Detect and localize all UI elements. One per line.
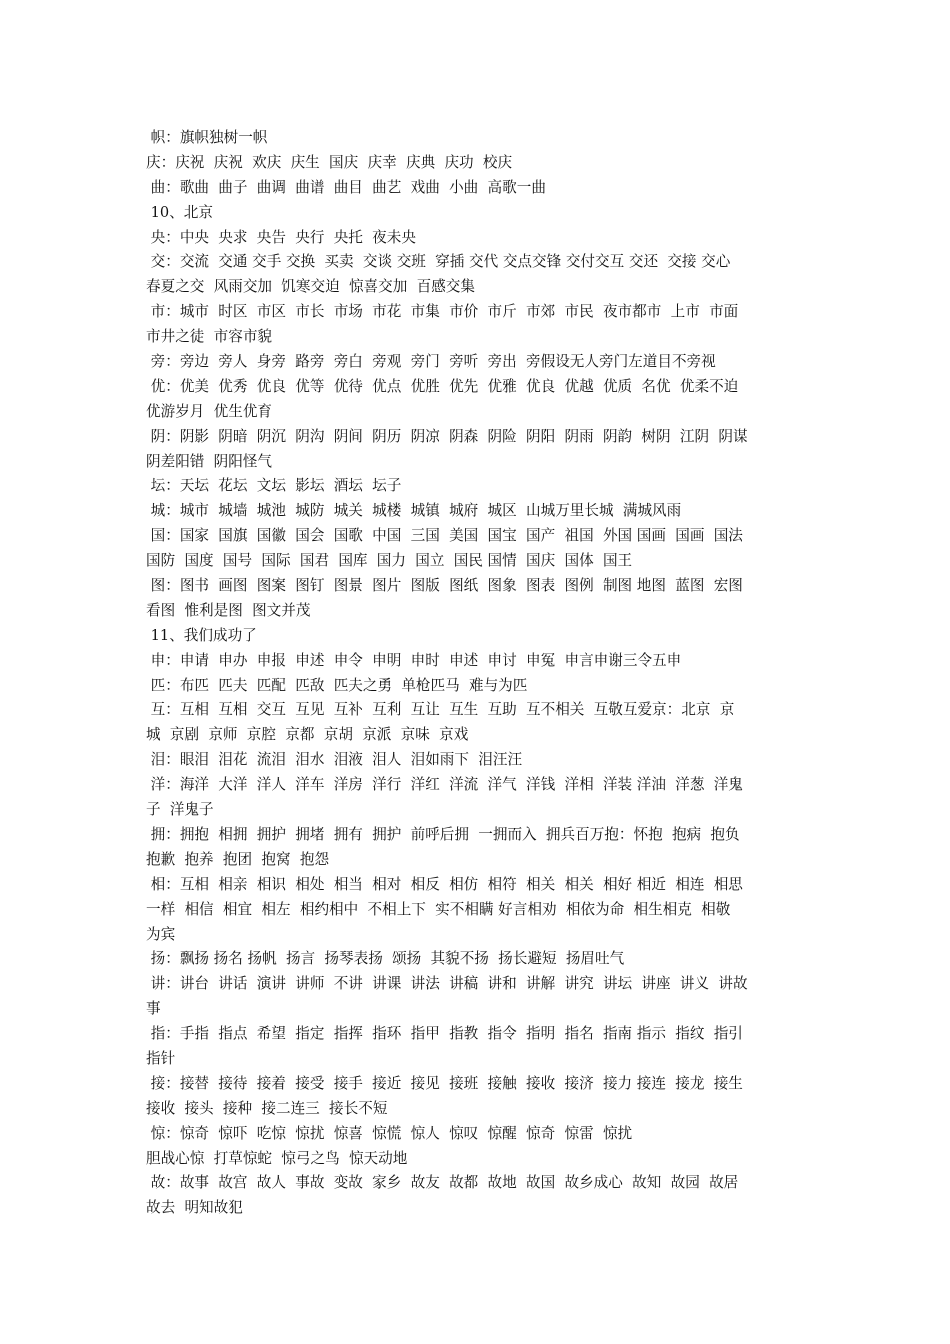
text-line: 互：互相 互相 交互 互见 互补 互利 互让 互生 互助 互不相关 互敬互爱京：北京 京 bbox=[146, 701, 735, 719]
text-line: 春夏之交 风雨交加 饥寒交迫 惊喜交加 百感交集 bbox=[146, 278, 475, 296]
text-line: 接：接替 接待 接着 接受 接手 接近 接见 接班 接触 接收 接济 接力 接连 接龙 接生 bbox=[146, 1074, 743, 1092]
text-line: 旁：旁边 旁人 身旁 路旁 旁白 旁观 旁门 旁听 旁出 旁假设无人旁门左道目不旁视 bbox=[146, 353, 716, 371]
document-body bbox=[146, 126, 811, 1221]
text-line: 胆战心惊 打草惊蛇 惊弓之鸟 惊天动地 bbox=[146, 1149, 408, 1167]
text-line: 阴差阳错 阴阳怪气 bbox=[146, 452, 273, 470]
text-line: 图：图书 画图 图案 图钉 图景 图片 图版 图纸 图象 图表 图例 制图 地图 蓝图 宏图 bbox=[146, 577, 743, 595]
text-line: 故：故事 故宫 故人 事故 变故 家乡 故友 故都 故地 故国 故乡成心 故知 故园 故居 bbox=[146, 1174, 739, 1192]
text-line: 抱歉 抱养 抱团 抱窝 抱怨 bbox=[146, 850, 330, 868]
text-line: 指针 bbox=[146, 1049, 176, 1067]
text-line: 看图 惟利是图 图文并茂 bbox=[146, 601, 311, 619]
text-line: 优游岁月 优生优育 bbox=[146, 402, 273, 420]
text-line: 帜：旗帜独树一帜 bbox=[146, 129, 268, 146]
text-line: 坛：天坛 花坛 文坛 影坛 酒坛 坛子 bbox=[146, 477, 402, 495]
text-line: 相：互相 相亲 相识 相处 相当 相对 相反 相仿 相符 相关 相关 相好 相近 相连 相思 bbox=[146, 875, 743, 893]
text-line: 城：城市 城墙 城池 城防 城关 城楼 城镇 城府 城区 山城万里长城 满城风雨 bbox=[146, 502, 682, 520]
text-line: 为宾 bbox=[146, 925, 176, 943]
text-line: 国：国家 国旗 国徽 国会 国歌 中国 三国 美国 国宝 国产 祖国 外国 国画 国画 国法 bbox=[146, 527, 743, 545]
text-line: 阴：阴影 阴暗 阴沉 阴沟 阴间 阴历 阴凉 阴森 阴险 阴阳 阴雨 阴韵 树阴 江阴 阴谋 bbox=[146, 427, 748, 445]
text-line: 洋：海洋 大洋 洋人 洋车 洋房 洋行 洋红 洋流 洋气 洋钱 洋相 洋装 洋油 洋葱 洋鬼 bbox=[146, 776, 743, 794]
text-line: 故去 明知故犯 bbox=[146, 1199, 243, 1217]
text-line: 市：城市 时区 市区 市长 市场 市花 市集 市价 市斤 市郊 市民 夜市都市 上市 市面 bbox=[146, 303, 739, 321]
text-line: 市井之徒 市容市貌 bbox=[146, 328, 273, 346]
text-line: 交：交流 交通 交手 交换 买卖 交谈 交班 穿插 交代 交点交锋 交付交互 交还 交接 交心 bbox=[146, 253, 731, 271]
text-line: 庆：庆祝 庆祝 欢庆 庆生 国庆 庆幸 庆典 庆功 校庆 bbox=[146, 153, 513, 171]
text-line: 事 bbox=[146, 1000, 161, 1018]
text-line: 接收 接头 接种 接二连三 接长不短 bbox=[146, 1099, 388, 1117]
text-line: 子 洋鬼子 bbox=[146, 801, 214, 819]
text-line: 国防 国度 国号 国际 国君 国库 国力 国立 国民 国情 国庆 国体 国王 bbox=[146, 552, 633, 570]
text-line: 央：中央 央求 央告 央行 央托 夜未央 bbox=[146, 228, 416, 246]
text-line: 泪：眼泪 泪花 流泪 泪水 泪液 泪人 泪如雨下 泪汪汪 bbox=[146, 751, 523, 769]
text-line: 惊：惊奇 惊吓 吃惊 惊扰 惊喜 惊慌 惊人 惊叹 惊醒 惊奇 惊雷 惊扰 bbox=[146, 1124, 633, 1142]
section-heading: 10、北京 bbox=[146, 203, 213, 221]
section-heading: 11、我们成功了 bbox=[146, 626, 257, 644]
text-line: 城 京剧 京师 京腔 京都 京胡 京派 京味 京戏 bbox=[146, 726, 469, 744]
text-line: 申：申请 申办 申报 申述 申令 申明 申时 申述 申讨 申冤 申言申谢三令五申 bbox=[146, 651, 682, 669]
text-line: 曲：歌曲 曲子 曲调 曲谱 曲目 曲艺 戏曲 小曲 高歌一曲 bbox=[146, 178, 546, 196]
text-line: 一样 相信 相宜 相左 相约相中 不相上下 实不相瞒 好言相劝 相依为命 相生相克 相敬 bbox=[146, 900, 731, 918]
text-line: 扬：飘扬 扬名 扬帆 扬言 扬琴表扬 颂扬 其貌不扬 扬长避短 扬眉吐气 bbox=[146, 950, 625, 968]
text-line: 优：优美 优秀 优良 优等 优待 优点 优胜 优先 优雅 优良 优越 优质 名优 优柔不迫 bbox=[146, 377, 739, 395]
text-line: 拥：拥抱 相拥 拥护 拥堵 拥有 拥护 前呼后拥 一拥而入 拥兵百万抱：怀抱 抱病 抱负 bbox=[146, 825, 740, 843]
text-line: 讲：讲台 讲话 演讲 讲师 不讲 讲课 讲法 讲稿 讲和 讲解 讲究 讲坛 讲座 讲义 讲故 bbox=[146, 975, 748, 993]
text-line: 匹：布匹 匹夫 匹配 匹敌 匹夫之勇 单枪匹马 难与为匹 bbox=[146, 676, 528, 694]
text-line: 指：手指 指点 希望 指定 指挥 指环 指甲 指教 指令 指明 指名 指南 指示 指纹 指引 bbox=[146, 1025, 743, 1043]
